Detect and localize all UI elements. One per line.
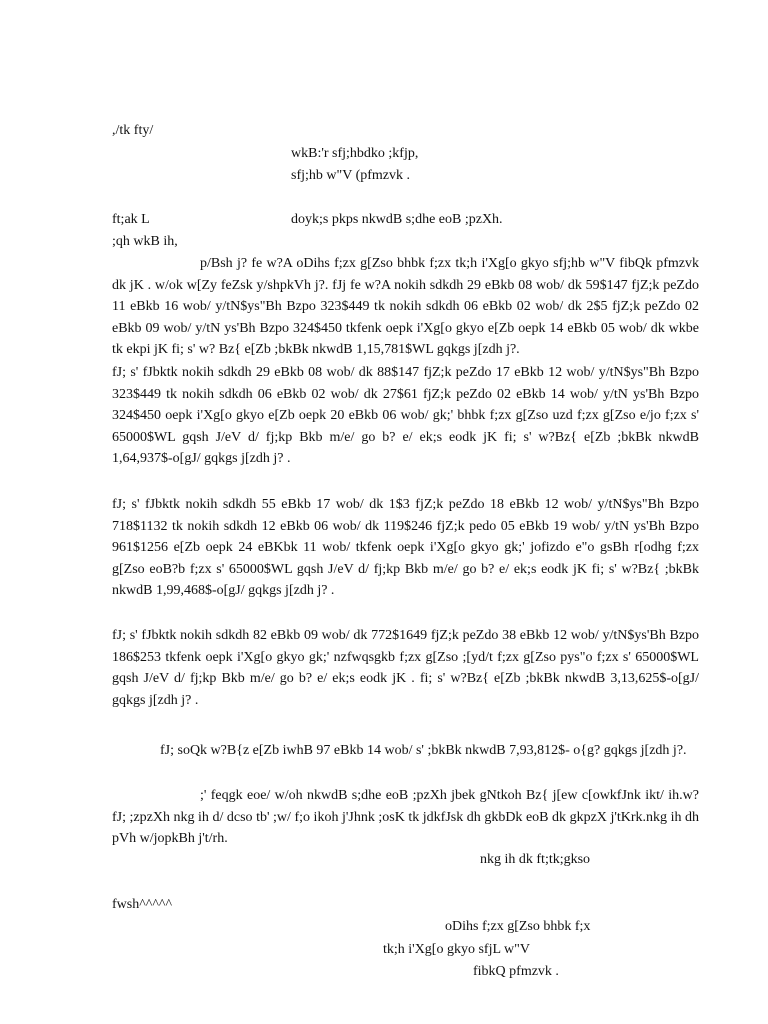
office-line-1: wkB:'r sfj;hbdko ;kfjp, — [291, 146, 419, 161]
closing-thanks: nkg ih dk ft;tk;gkso — [480, 852, 591, 867]
signature-address: tk;h i'Xg[o gkyo sfjL w"V — [383, 942, 530, 957]
from-line: ,/tk fty/ — [112, 123, 154, 138]
body-paragraph-5: fJ; soQk w?B{z e[Zb iwhB 97 eBkb 14 wob/ s' ;bkBk nkwdB 7,93,812$- o{g? gqkgs j[zdh j?. — [160, 743, 687, 758]
body-paragraph-4: fJ; s' fJbktk nokih sdkdh 82 eBkb 09 wob/ dk 772$1649 fjZ;k peZdo 38 eBkb 12 wob/ y/tN$ys'Bh Bzpo 186$253 tkfenk oepk i'Xg[o gkyo gk;' nzfwqsgkb f;zx g[Zso ;[yd/t f;zx g[Zso pys"o f;zx s' 65000$WL gqsh J/eV d/ fj;kp Bkb m/e/ go b? e/ ek;s eodk jK . fi; s' w?Bz{ e[Zb ;bkBk nkwdB 3,13,625$-o[gJ/ gqkgs j[zdh j? . — [112, 628, 699, 708]
body-paragraph-1: p/Bsh j? fe w?A oDihs f;zx g[Zso bhbk f;zx tk;h i'Xg[o gkyo sfj;hb w"V fibQk pfmzvk dk jK . w/ok w[Zy feZsk y/shpkVh j?. fJj fe w?A nokih sdkdh 29 eBkb 08 wob/ dk 59$147 fjZ;k peZdo 11 eBkb 16 wob/ y/tN$ys"Bh Bzpo 323$449 tk nokih sdkdh 06 eBkb 02 wob/ dk 2$5 fjZ;k peZdo 02 eBkb 09 wob/ y/tN ys'Bh Bzpo 324$450 tkfenk oepk i'Xg[o gkyo e[Zb oepk 14 eBkb 05 wob/ dk wkbe tk ekpi jK fi; s' w? Bz{ e[Zb ;bkBk nkwdB 1,15,781$WL gqkgs j[zdh j?. — [112, 256, 699, 358]
body-paragraph-6: ;' feqgk eoe/ w/oh nkwdB s;dhe eoB ;pzXh jbek gNtkoh Bz{ j[ew c[owkfJnk ikt/ ih.w? fJ; ;zpzXh nkg ih d/ dcso tb' ;w/ f;o ikoh j'Jhnk ;osK tk jdkfJsk dh gkbDk eoB dk gkpzX j'tKrk.nkg ih dh pVh w/jopkBh j't/rh. — [112, 788, 699, 847]
subject-line: doyk;s pkps nkwdB s;dhe eoB ;pzXh. — [291, 212, 503, 227]
signature-name: oDihs f;zx g[Zso bhbk f;x — [445, 919, 591, 934]
salutation: ;qh wkB ih, — [112, 234, 178, 249]
body-paragraph-2: fJ; s' fJbktk nokih sdkdh 29 eBkb 08 wob/ dk 88$147 fjZ;k peZdo 17 eBkb 12 wob/ y/tN$ys"Bh Bzpo 323$449 tk nokih sdkdh 06 eBkb 02 wob/ dk 27$61 fjZ;k peZdo 02 eBkb 14 wob/ y/tN ys'Bh Bzpo 324$450 oepk i'Xg[o gkyo e[Zb oepk 20 eBkb 06 wob/ gk;' bhbk f;zx g[Zso uzd f;zx g[Zso e/jo f;zx s' 65000$WL gqsh J/eV d/ fj;kp Bkb m/e/ go b? e/ ek;s eodk jK fi; s' w?Bz{ e[Zb ;bkBk nkwdB 1,64,937$-o[gJ/ gqkgs j[zdh j? . — [112, 365, 699, 467]
body-paragraph-3: fJ; s' fJbktk nokih sdkdh 55 eBkb 17 wob/ dk 1$3 fjZ;k peZdo 18 eBkb 12 wob/ y/tN$ys"Bh Bzpo 718$1132 tk nokih sdkdh 12 eBkb 06 wob/ dk 119$246 fjZ;k pedo 05 eBkb 19 wob/ y/tN ys'Bh Bzpo 961$1256 e[Zb oepk 24 eBKbk 11 wob/ tkfenk oepk i'Xg[o gkyo gk;' jofizdo e"o gsBh r[odhg f;zx g[Zso eoB?b f;zx s' 65000$WL gqsh J/eV d/ fj;kp Bkb m/e/ go b? e/ ek;s eodk jK fi; s' w?Bz{ ;bkBk nkwdB 1,99,468$-o[gJ/ gqkgs j[zdh j? . — [112, 497, 699, 599]
enclosure-date: fwsh^^^^^ — [112, 897, 173, 912]
signature-district: fibkQ pfmzvk . — [473, 964, 559, 979]
file-number: ft;ak L — [112, 212, 150, 227]
office-line-2: sfj;hb w"V (pfmzvk . — [291, 168, 410, 183]
